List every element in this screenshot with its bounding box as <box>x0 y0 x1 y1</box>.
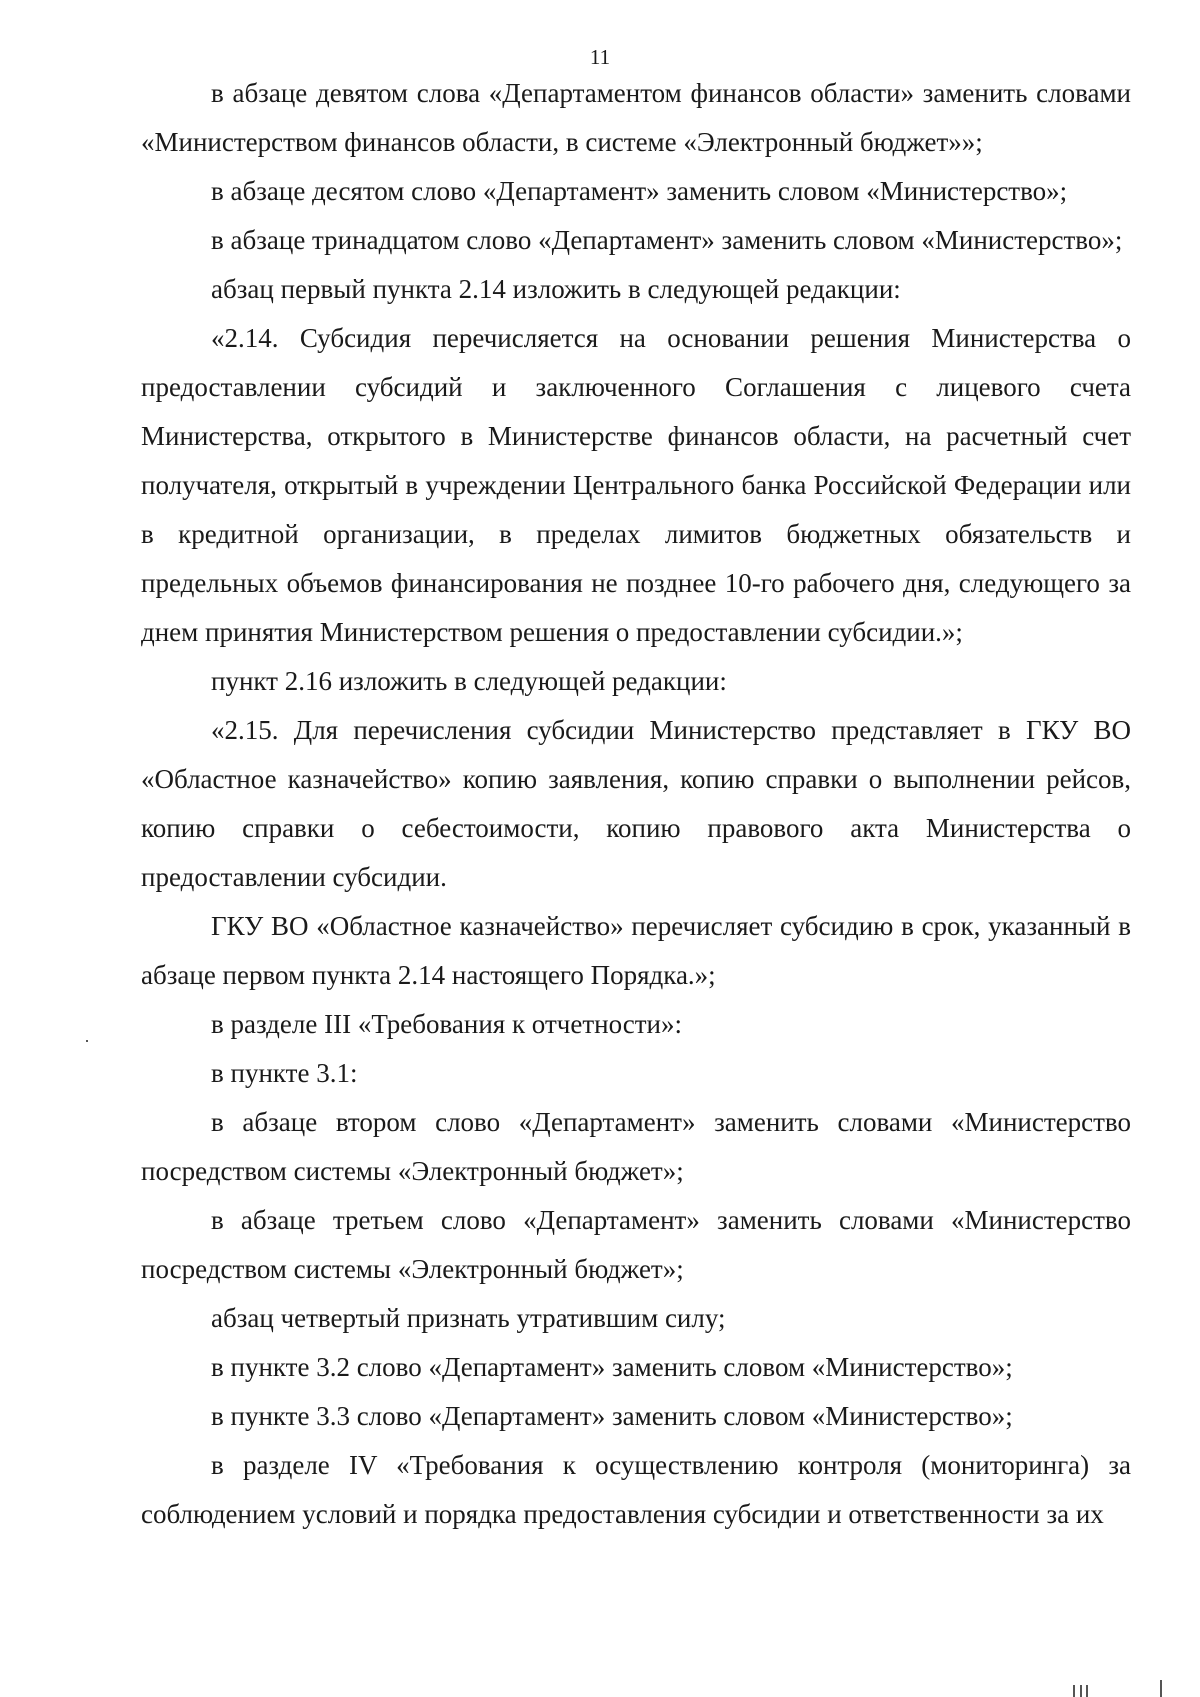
paragraph: в разделе III «Требования к отчетности»: <box>211 1009 682 1039</box>
paragraph: абзац первый пункта 2.14 изложить в следующей редакции: <box>211 274 901 304</box>
paragraph: в разделе IV «Требования к осуществлению контроля (мониторинга) за соблюдением условий и порядка предоставления субсидии и ответственности за их <box>141 1450 1131 1529</box>
paragraph: в абзаце тринадцатом слово «Департамент» заменить словом «Министерство»; <box>211 225 1123 255</box>
paragraph: в пункте 3.1: <box>211 1058 358 1088</box>
paragraph: пункт 2.16 изложить в следующей редакции: <box>211 666 727 696</box>
paragraph: в пункте 3.3 слово «Департамент» заменить словом «Министерство»; <box>211 1401 1013 1431</box>
paragraph: в абзаце третьем слово «Департамент» заменить словами «Министерство посредством системы «Электронный бюджет»; <box>141 1205 1131 1284</box>
paragraph: «2.15. Для перечисления субсидии Министерство представляет в ГКУ ВО «Областное казначейство» копию заявления, копию справки о выполнении рейсов, копию справки о себестоимости, копию правового акта Министерства о предоставлении субсидии. <box>141 715 1131 892</box>
paragraph: в абзаце десятом слово «Департамент» заменить словом «Министерство»; <box>211 176 1068 206</box>
scan-artifact <box>1073 1685 1075 1697</box>
paragraph: абзац четвертый признать утратившим силу; <box>211 1303 726 1333</box>
scan-artifact <box>86 1040 88 1042</box>
scan-artifact <box>1086 1685 1088 1697</box>
scan-artifact <box>1080 1685 1082 1697</box>
paragraph: в абзаце втором слово «Департамент» заменить словами «Министерство посредством системы «Электронный бюджет»; <box>141 1107 1131 1186</box>
paragraph: в абзаце девятом слова «Департаментом финансов области» заменить словами «Министерством финансов области, в системе «Электронный бюджет»»; <box>141 78 1131 157</box>
paragraph: в пункте 3.2 слово «Департамент» заменить словом «Министерство»; <box>211 1352 1013 1382</box>
document-body <box>141 69 1131 1539</box>
paragraph: «2.14. Субсидия перечисляется на основании решения Министерства о предоставлении субсидий и заключенного Соглашения с лицевого счета Министерства, открытого в Министерстве финансов области, на расчетный счет получателя, открытый в учреждении Центрального банка Российской Федерации или в кредитной организации, в пределах лимитов бюджетных обязательств и предельных объемов финансирования не позднее 10-го рабочего дня, следующего за днем принятия Министерством решения о предоставлении субсидии.»; <box>141 323 1131 647</box>
paragraph: ГКУ ВО «Областное казначейство» перечисляет субсидию в срок, указанный в абзаце первом пункта 2.14 настоящего Порядка.»; <box>141 911 1131 990</box>
page-number: 11 <box>589 45 611 69</box>
scan-artifact <box>1160 1680 1162 1697</box>
